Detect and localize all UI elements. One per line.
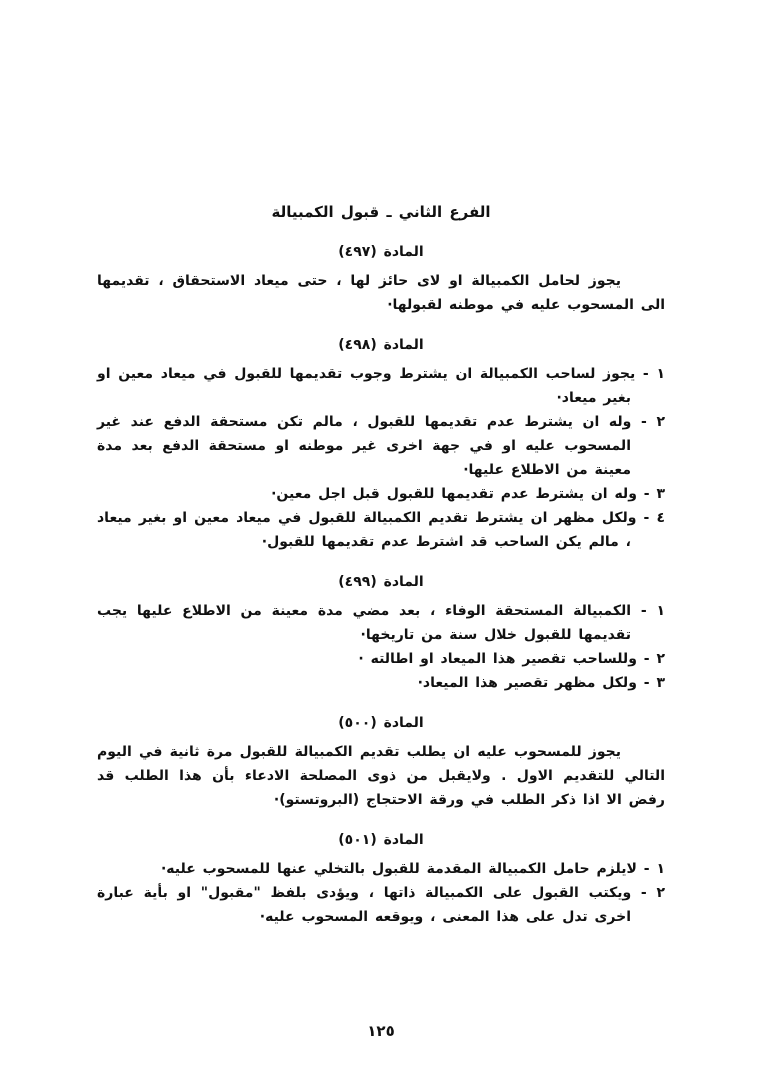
- article-body: [97, 269, 665, 317]
- page-number: ١٢٥: [367, 1022, 395, 1040]
- article-heading: المادة (٤٩٩): [338, 574, 424, 590]
- article: [97, 828, 665, 929]
- article-heading: المادة (٤٩٨): [338, 337, 424, 353]
- article-paragraph: [97, 881, 665, 929]
- article-paragraph: [97, 410, 665, 482]
- article-paragraph: [97, 362, 665, 410]
- paragraph-text: وللساحب تقصير هذا الميعاد او اطالته ·: [358, 651, 637, 667]
- paragraph-number: ٢ -: [636, 651, 665, 667]
- paragraph-number: ١ -: [635, 366, 665, 382]
- paragraph-number: ١ -: [631, 603, 665, 619]
- article-body: [97, 740, 665, 812]
- article: [97, 333, 665, 554]
- article: [97, 240, 665, 317]
- paragraph-text: يجوز للمسحوب عليه ان يطلب تقديم الكمبيالة للقبول مرة ثانية في اليوم التالي للتقديم الاول . ولايقبل من ذوى المصلحة الادعاء بأن هذا الطلب قد رفض الا اذا ذكر الطلب في ورقة الاحتجاج (البروتستو)·: [97, 744, 665, 808]
- paragraph-number: ٣ -: [636, 675, 665, 691]
- paragraph-number: ٣ -: [636, 486, 665, 502]
- section-title: الفرع الثاني ـ قبول الكمبيالة: [271, 203, 491, 221]
- paragraph-text: الكمبيالة المستحقة الوفاء ، بعد مضي مدة معينة من الاطلاع عليها يجب تقديمها للقبول خلال سنة من تاريخها·: [97, 603, 632, 643]
- article-heading: المادة (٥٠٠): [338, 715, 424, 731]
- paragraph-text: يجوز لساحب الكمبيالة ان يشترط وجوب تقديمها للقبول في ميعاد معين او بغير ميعاد·: [97, 366, 636, 406]
- article-paragraph: [97, 647, 665, 671]
- article-paragraph: [97, 671, 665, 695]
- paragraph-text: ويكتب القبول على الكمبيالة ذاتها ، ويؤدى بلفظ "مقبول" او بأية عبارة اخرى تدل على هذا المعنى ، ويوقعه المسحوب عليه·: [97, 885, 632, 925]
- paragraph-text: ولكل مظهر ان يشترط تقديم الكمبيالة للقبول في ميعاد معين او بغير ميعاد ، مالم يكن الساحب قد اشترط عدم تقديمها للقبول·: [97, 510, 637, 550]
- article: [97, 711, 665, 812]
- paragraph-number: ١ -: [636, 861, 665, 877]
- page-content: [97, 200, 665, 929]
- article-paragraph: [97, 857, 665, 881]
- article-heading: المادة (٥٠١): [338, 832, 424, 848]
- paragraph-number: ٢ -: [631, 414, 665, 430]
- article-paragraph: [97, 269, 665, 317]
- paragraph-number: ٢ -: [631, 885, 665, 901]
- article-paragraph: [97, 740, 665, 812]
- articles-container: [97, 240, 665, 929]
- paragraph-text: يجوز لحامل الكمبيالة او لاى حائز لها ، حتى ميعاد الاستحقاق ، تقديمها الى المسحوب عليه في موطنه لقبولها·: [97, 273, 665, 313]
- article-body: [97, 599, 665, 695]
- article-paragraph: [97, 599, 665, 647]
- article-paragraph: [97, 506, 665, 554]
- article: [97, 570, 665, 695]
- paragraph-text: وله ان يشترط عدم تقديمها للقبول قبل اجل معين·: [271, 486, 637, 502]
- paragraph-text: وله ان يشترط عدم تقديمها للقبول ، مالم تكن مستحقة الدفع عند غير المسحوب عليه او في جهة اخرى غير موطنه او مستحقة الدفع بعد مدة معينة من الاطلاع عليها·: [97, 414, 632, 478]
- article-heading: المادة (٤٩٧): [338, 244, 424, 260]
- article-paragraph: [97, 482, 665, 506]
- paragraph-text: ولكل مظهر تقصير هذا الميعاد·: [417, 675, 637, 691]
- paragraph-number: ٤ -: [636, 510, 666, 526]
- paragraph-text: لايلزم حامل الكمبيالة المقدمة للقبول بالتخلي عنها للمسحوب عليه·: [160, 861, 637, 877]
- article-body: [97, 857, 665, 929]
- article-body: [97, 362, 665, 554]
